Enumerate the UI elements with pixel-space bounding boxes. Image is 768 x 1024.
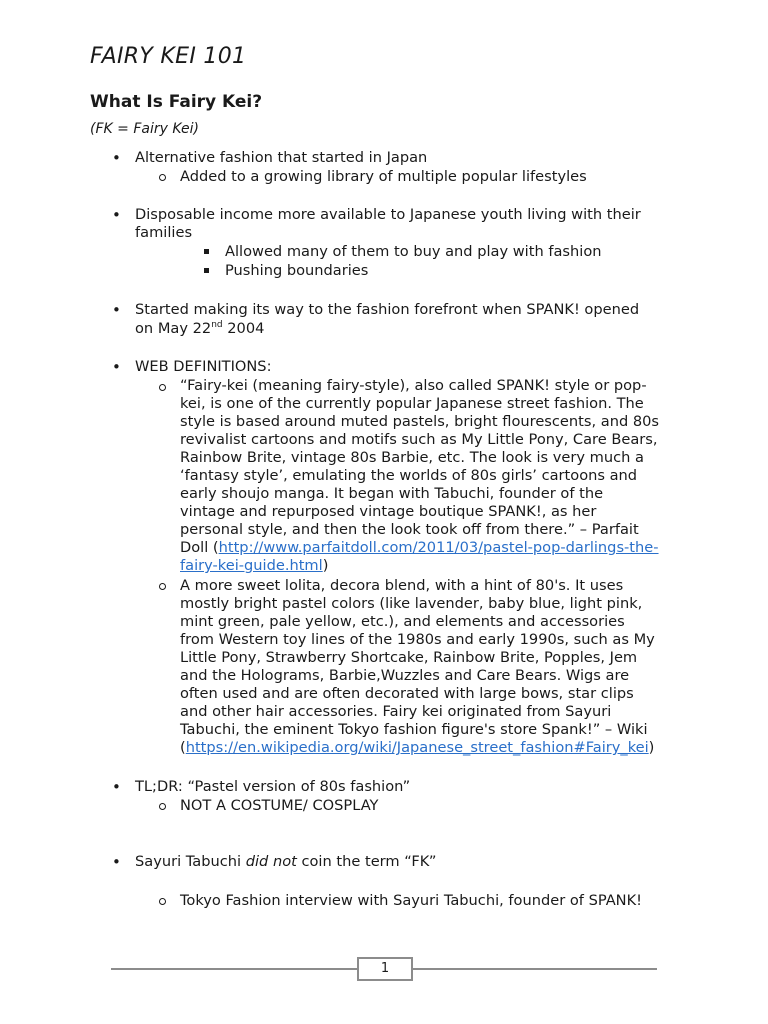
definition-line: mostly bright pastel colors (like lavender, baby blue, light pink, — [180, 595, 643, 612]
bullet-text-continued: families — [135, 224, 193, 241]
ordinal-suffix: nd — [211, 320, 223, 331]
definition-line: kei, is one of the currently popular Japanese street fashion. The — [180, 395, 644, 412]
definition-line: often used and are often decorated with large bows, star clips — [180, 685, 634, 702]
definition-line: Little Pony, Strawberry Shortcake, Rainbow Brite, Popples, Jem — [180, 649, 638, 666]
definition-line: revivalist cartoons and motifs such as My Little Pony, Care Bears, — [180, 431, 658, 448]
sub-bullet-circle — [159, 803, 166, 810]
definition-1 — [180, 377, 659, 575]
sub-bullet-circle — [159, 583, 166, 590]
source-suffix: ) — [648, 739, 655, 756]
sub-bullet-text: Pushing boundaries — [225, 262, 369, 279]
bullet-text: Disposable income more available to Japanese youth living with their — [135, 206, 641, 223]
bullet-text: WEB DEFINITIONS: — [135, 358, 272, 375]
bullet-text-continued — [135, 320, 264, 338]
definition-line: mint green, pale yellow, etc.), and elements and accessories — [180, 613, 625, 630]
sub-bullet-text: Tokyo Fashion interview with Sayuri Tabuchi, founder of SPANK! — [180, 892, 643, 909]
source-prefix: Doll ( — [180, 539, 219, 556]
bullet-text-part: coin the term “FK” — [296, 853, 437, 870]
definition-line: early shoujo manga. It began with Tabuchi, founder of the — [180, 485, 604, 502]
bullet-text: Started making its way to the fashion forefront when SPANK! opened — [135, 301, 640, 318]
source-line — [180, 557, 659, 575]
bullet-dot: • — [112, 778, 121, 796]
page-number: 1 — [357, 957, 413, 981]
bullet-text-part: Sayuri Tabuchi — [135, 853, 246, 870]
bullet-text — [135, 853, 436, 871]
sub-bullet-circle — [159, 174, 166, 181]
parfait-doll-link[interactable]: http://www.parfaitdoll.com/2011/03/pastel-pop-darlings-the- — [218, 539, 659, 556]
sub-bullet-text: Added to a growing library of multiple popular lifestyles — [180, 168, 587, 185]
definition-line: Rainbow Brite, vintage 80s Barbie, etc. The look is very much a — [180, 449, 644, 466]
definition-line: vintage and repurposed vintage boutique SPANK!, as her — [180, 503, 597, 520]
sub-bullet-text: Allowed many of them to buy and play with fashion — [225, 243, 602, 260]
definition-line: “Fairy-kei (meaning fairy-style), also called SPANK! style or pop- — [180, 377, 647, 394]
bullet-dot: • — [112, 853, 121, 871]
source-suffix: ) — [322, 557, 329, 574]
section-heading: What Is Fairy Kei? — [90, 92, 263, 112]
parfait-doll-link-continued[interactable]: fairy-kei-guide.html — [180, 557, 323, 574]
bullet-text: TL;DR: “Pastel version of 80s fashion” — [135, 778, 411, 795]
sub-bullet-square — [204, 268, 209, 273]
bullet-dot: • — [112, 358, 121, 376]
definition-2 — [180, 577, 655, 757]
sub-bullet-text: NOT A COSTUME/ COSPLAY — [180, 797, 379, 814]
source-prefix: ( — [180, 739, 186, 756]
definition-line: personal style, and then the look took off from there.” – Parfait — [180, 521, 639, 538]
year-text: 2004 — [222, 320, 265, 337]
definition-line: style is based around muted pastels, bright flourescents, and 80s — [180, 413, 660, 430]
date-text: on May 22 — [135, 320, 212, 337]
bullet-dot: • — [112, 206, 121, 224]
definition-line: ‘fantasy style’, emulating the worlds of 80s girls’ cartoons and — [180, 467, 638, 484]
bullet-dot: • — [112, 149, 121, 167]
definition-line: A more sweet lolita, decora blend, with a hint of 80's. It uses — [180, 577, 624, 594]
source-line — [180, 539, 659, 557]
definition-line: from Western toy lines of the 1980s and early 1990s, such as My — [180, 631, 655, 648]
definition-line: Tabuchi, the eminent Tokyo fashion figure's store Spank!” – Wiki — [180, 721, 648, 738]
document-title: FAIRY KEI 101 — [90, 44, 247, 69]
emphasis-text: did not — [245, 853, 297, 870]
wikipedia-link[interactable]: https://en.wikipedia.org/wiki/Japanese_street_fashion#Fairy_kei — [185, 739, 649, 756]
definition-line: and the Holograms, Barbie,Wuzzles and Care Bears. Wigs are — [180, 667, 630, 684]
sub-bullet-square — [204, 249, 209, 254]
sub-bullet-circle — [159, 384, 166, 391]
source-line — [180, 739, 655, 757]
sub-bullet-circle — [159, 898, 166, 905]
abbreviation-note: (FK = Fairy Kei) — [90, 121, 199, 137]
bullet-dot: • — [112, 301, 121, 319]
bullet-text: Alternative fashion that started in Japan — [135, 149, 428, 166]
definition-line: and other hair accessories. Fairy kei originated from Sayuri — [180, 703, 612, 720]
